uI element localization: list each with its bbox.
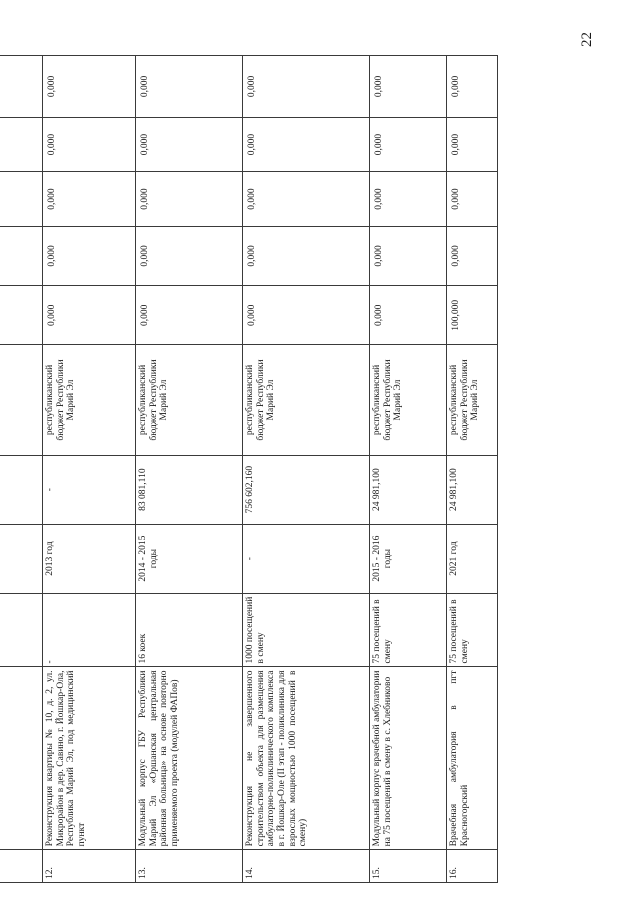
value-col19: 0,000 bbox=[243, 117, 370, 171]
period: 2021 год bbox=[447, 524, 498, 593]
capacity: - bbox=[43, 593, 136, 667]
value-col16 bbox=[0, 286, 43, 345]
value-col16: 0,000 bbox=[370, 286, 447, 345]
value-col16: 0,000 bbox=[243, 286, 370, 345]
capacity: 1000 посещений в смену bbox=[243, 593, 370, 667]
funding-source: республиканский бюджет Республики Марий Эл bbox=[136, 345, 243, 455]
object-name: Врачебная амбулатория в пгт Красногорский bbox=[447, 667, 498, 850]
rotated-table-container bbox=[0, 55, 481, 883]
object-name: Модульный корпус ГБУ Республики Марий Эл «Оршанская центральная районная больница» на основе повторно применяемого проекта (модулей ФАПов) bbox=[136, 667, 243, 850]
cost: - bbox=[43, 455, 136, 524]
period bbox=[0, 524, 43, 593]
value-col17: 0,000 bbox=[243, 226, 370, 285]
period: - bbox=[243, 524, 370, 593]
table-row bbox=[136, 56, 243, 883]
funding-source: республиканский бюджет Республики Марий Эл bbox=[447, 345, 498, 455]
table-row bbox=[0, 56, 43, 883]
value-col16: 100,000 bbox=[447, 286, 498, 345]
table-row bbox=[447, 56, 498, 883]
object-name bbox=[0, 667, 43, 850]
table-row bbox=[43, 56, 136, 883]
value-col18: 0,000 bbox=[243, 172, 370, 226]
table-row bbox=[370, 56, 447, 883]
row-number: 16. bbox=[447, 850, 498, 883]
value-col18: 0,000 bbox=[370, 172, 447, 226]
value-col20 bbox=[0, 56, 43, 118]
capacity: 75 посещений в смену bbox=[447, 593, 498, 667]
value-col18: 0,000 bbox=[43, 172, 136, 226]
value-col16: 0,000 bbox=[43, 286, 136, 345]
funding-source: республиканский бюджет Республики Марий Эл bbox=[43, 345, 136, 455]
capacity: 16 коек bbox=[136, 593, 243, 667]
cost bbox=[0, 455, 43, 524]
period: 2015 - 2016 годы bbox=[370, 524, 447, 593]
value-col20: 0,000 bbox=[136, 56, 243, 118]
value-col20: 0,000 bbox=[243, 56, 370, 118]
row-number: 15. bbox=[370, 850, 447, 883]
value-col20: 0,000 bbox=[447, 56, 498, 118]
cost: 24 981,100 bbox=[370, 455, 447, 524]
row-number bbox=[0, 850, 43, 883]
period: 2014 - 2015 годы bbox=[136, 524, 243, 593]
row-number: 13. bbox=[136, 850, 243, 883]
funding-source: республиканский бюджет Республики Марий Эл bbox=[243, 345, 370, 455]
capacity: 75 посещений в смену bbox=[370, 593, 447, 667]
value-col18: 0,000 bbox=[447, 172, 498, 226]
cost: 83 081,110 bbox=[136, 455, 243, 524]
row-number: 14. bbox=[243, 850, 370, 883]
value-col17 bbox=[0, 226, 43, 285]
period: 2013 год bbox=[43, 524, 136, 593]
value-col17: 0,000 bbox=[370, 226, 447, 285]
value-col17: 0,000 bbox=[43, 226, 136, 285]
page-number: 22 bbox=[579, 32, 595, 47]
funding-source bbox=[0, 345, 43, 455]
value-col19: 0,000 bbox=[136, 117, 243, 171]
capacity bbox=[0, 593, 43, 667]
value-col19 bbox=[0, 117, 43, 171]
object-name: Реконструкция не завершенного строительством объекта для размещения амбулаторно-поликлинического комплекса в г. Йошкар-Оле (II этап - поликлиника для взрослых мощностью 1000 посещений в смену) bbox=[243, 667, 370, 850]
value-col16: 0,000 bbox=[136, 286, 243, 345]
cost: 756 602,160 bbox=[243, 455, 370, 524]
row-number: 12. bbox=[43, 850, 136, 883]
value-col17: 0,000 bbox=[447, 226, 498, 285]
value-col20: 0,000 bbox=[43, 56, 136, 118]
funding-source: республиканский бюджет Республики Марий Эл bbox=[370, 345, 447, 455]
object-name: Реконструкция квартиры № 10, д. 2, ул. Микрорайон в дер. Савино, г. Йошкар-Ола, Республика Марий Эл, под медицинский пункт bbox=[43, 667, 136, 850]
value-col20: 0,000 bbox=[370, 56, 447, 118]
cost: 24 981,100 bbox=[447, 455, 498, 524]
value-col17: 0,000 bbox=[136, 226, 243, 285]
value-col18 bbox=[0, 172, 43, 226]
value-col18: 0,000 bbox=[136, 172, 243, 226]
table-row bbox=[243, 56, 370, 883]
value-col19: 0,000 bbox=[370, 117, 447, 171]
value-col19: 0,000 bbox=[447, 117, 498, 171]
object-name: Модульный корпус врачебной амбулатории на 75 посещений в смену в с. Хлебниково bbox=[370, 667, 447, 850]
value-col19: 0,000 bbox=[43, 117, 136, 171]
investment-objects-table bbox=[0, 55, 498, 883]
